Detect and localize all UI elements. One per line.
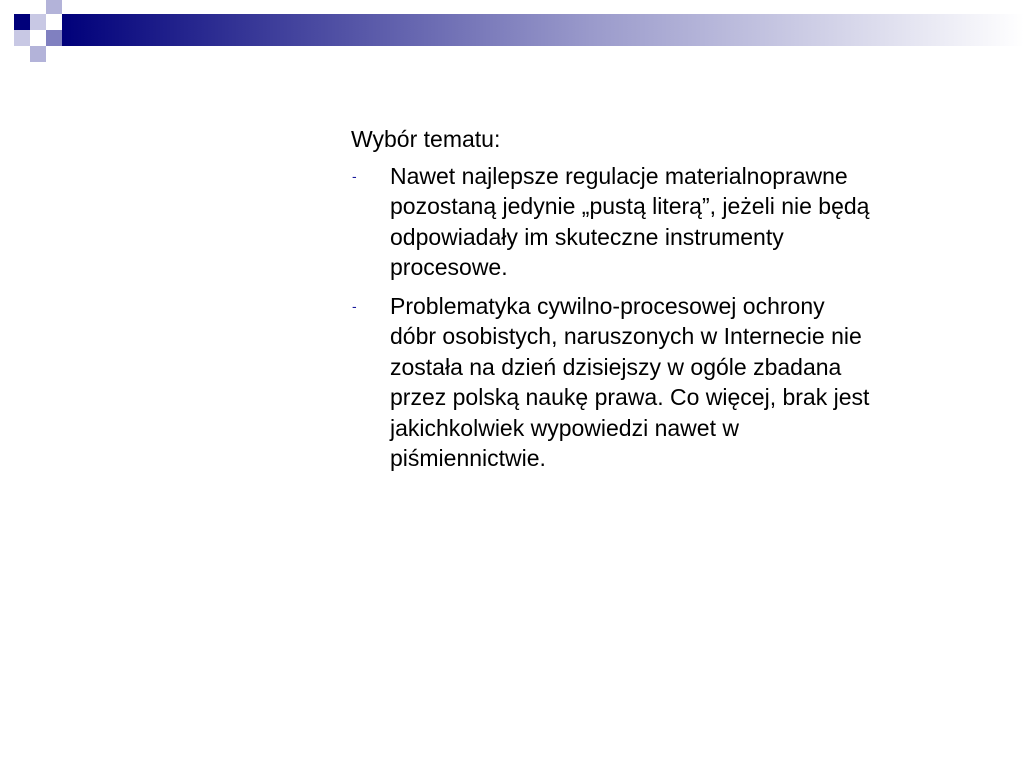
header-decoration bbox=[0, 0, 1024, 64]
decor-square-light bbox=[30, 46, 46, 62]
decor-square-mid bbox=[46, 30, 62, 46]
decor-square-dark bbox=[14, 14, 30, 30]
slide-content bbox=[351, 124, 871, 482]
bullet-list bbox=[351, 161, 871, 474]
bullet-text: Problematyka cywilno-procesowej ochrony dóbr osobistych, naruszonych w Internecie nie została na dzień dzisiejszy w ogóle zbadana przez polską naukę prawa. Co więcej, brak jest jakichkolwiek wypowiedzi nawet w piśmiennictwie. bbox=[390, 292, 870, 471]
bullet-item bbox=[351, 291, 871, 474]
bullet-marker: - bbox=[352, 167, 357, 184]
decor-square-light bbox=[14, 30, 30, 46]
decor-square-light bbox=[30, 14, 46, 30]
bullet-item bbox=[351, 161, 871, 283]
header-gradient-bar bbox=[62, 14, 1024, 46]
slide-heading: Wybór tematu: bbox=[351, 126, 501, 152]
decor-square-mid bbox=[46, 0, 62, 14]
bullet-marker: - bbox=[352, 297, 357, 314]
bullet-text: Nawet najlepsze regulacje materialnoprawne pozostaną jedynie „pustą literą”, jeżeli nie będą odpowiadały im skuteczne instrumenty procesowe. bbox=[390, 162, 870, 280]
